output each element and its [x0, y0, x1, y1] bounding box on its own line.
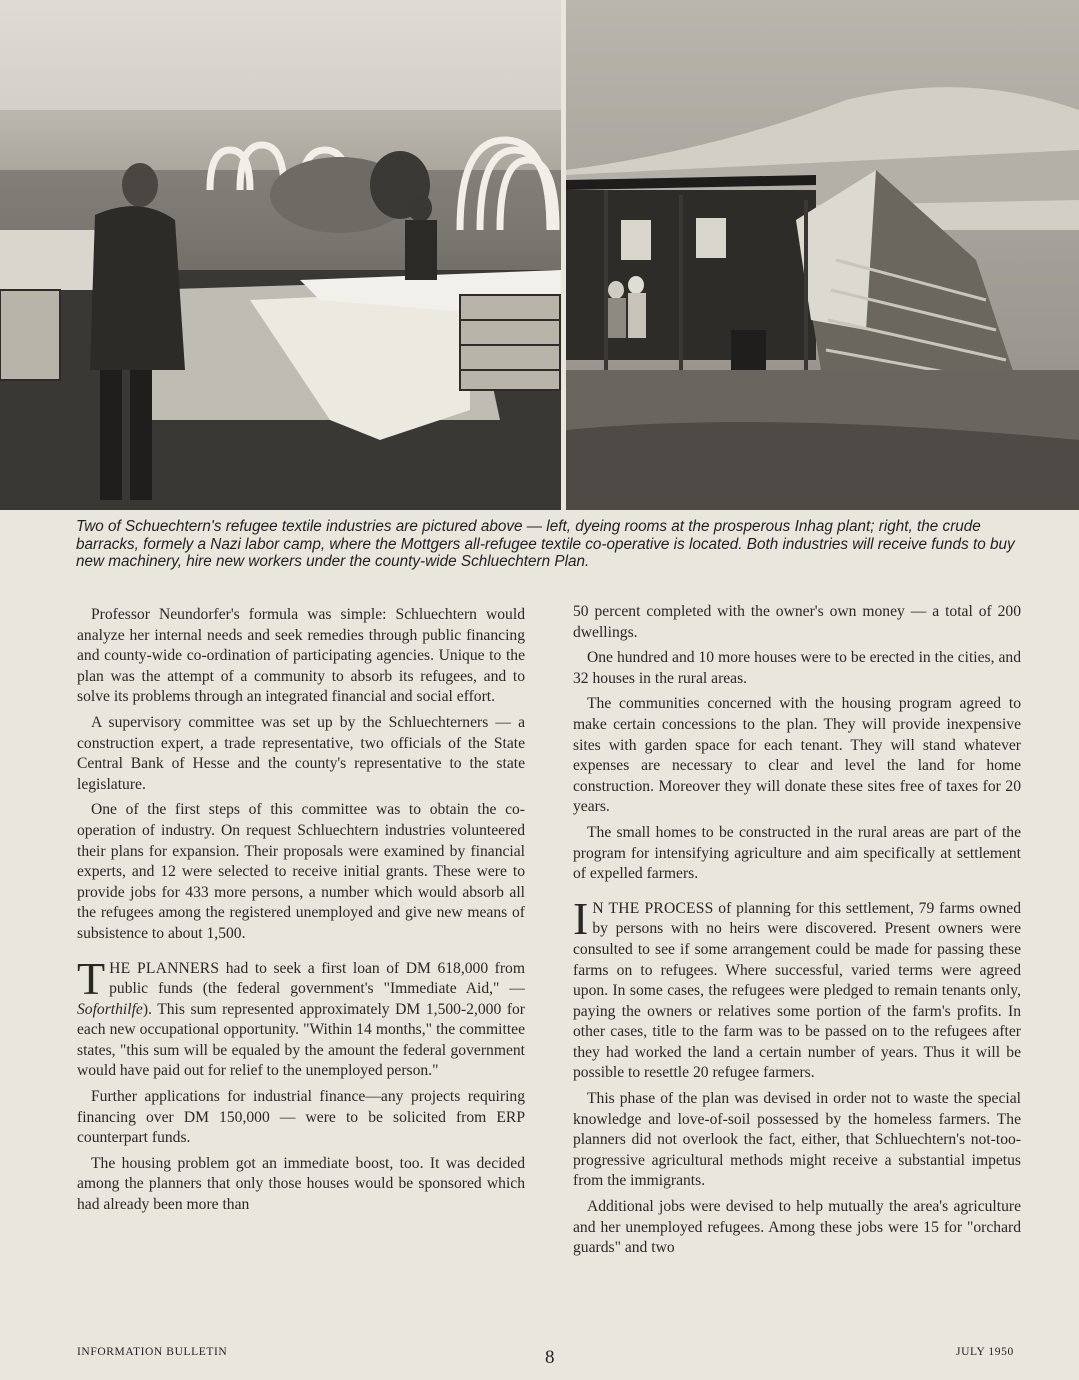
paragraph: Additional jobs were devised to help mutually the area's agriculture and her unemployed refugees. Among these jobs were 15 for "orchard guards" and two [573, 1198, 1021, 1257]
paragraph: The housing problem got an immediate boost, too. It was decided among the planners that only those houses would be sponsored which had already been more than [77, 1154, 525, 1214]
lead-in: HE PLANNERS [109, 959, 220, 977]
italic-term: Soforthilfe [77, 1000, 143, 1018]
dyeing-room-illustration [0, 0, 561, 510]
paragraph: Professor Neundorfer's formula was simple: Schluechtern would analyze her internal needs and seek remedies through public financing and county-wide co-ordination of participating agencies. Unique to the plan was the attempt of a community to absorb its refugees, and to solve its problems through an integrated financial and social effort. [77, 606, 525, 706]
publication-name: INFORMATION BULLETIN [77, 1346, 228, 1358]
dropcap-letter: T [77, 952, 106, 1004]
barracks-illustration [566, 0, 1079, 510]
left-column [77, 605, 525, 1221]
paragraph: The small homes to be constructed in the rural areas are part of the program for intensifying agriculture and aim specifically at settlement of expelled farmers. [573, 823, 1021, 883]
right-column [573, 602, 1021, 1264]
issue-date: JULY 1950 [956, 1346, 1014, 1358]
paragraph: One hundred and 10 more houses were to be erected in the cities, and 32 houses in the rural areas. [573, 649, 1021, 687]
text-run: ). This sum represented approximately DM 1,500-2,000 for each new occupational opportunity. "Within 14 months," the committee states, "this sum will be equaled by the amount the federal government would have paid out for relief to the unemployed person." [77, 1000, 525, 1080]
lead-in: N THE PROCESS [592, 899, 714, 917]
page-number: 8 [545, 1347, 556, 1368]
paragraph: A supervisory committee was set up by the Schluechterners — a construction expert, a trade representative, two officials of the State Central Bank of Hesse and the county's representative to the state legislature. [77, 713, 525, 793]
photo-dyeing-room [0, 0, 561, 510]
photo-barracks [566, 0, 1079, 510]
paragraph: This phase of the plan was devised in order not to waste the special knowledge and love-of-soil possessed by the homeless farmers. The planners did not overlook the fact, either, that Schluechtern's not-too-progressive agricultural methods might receive a substantial impetus from the immigrants. [573, 1090, 1021, 1190]
paragraph-dropcap [573, 892, 1022, 1084]
photo-caption: Two of Schuechtern's refugee textile industries are pictured above — left, dyeing rooms at the prosperous Inhag plant; right, the crude barracks, formely a Nazi labor camp, where the Mottgers all-refugee textile co-operative is located. Both industries will receive funds to buy new machinery, hire new workers under the county-wide Schluechtern Plan. [76, 518, 1015, 571]
paragraph: One of the first steps of this committee was to obtain the co-operation of industry. On request Schluechtern industries volunteered their plans for expansion. Their proposals were examined by financial experts, and 12 were selected to receive initial grants. These were to provide jobs for 433 more persons, a number which would absorb all the refugees among the registered unemployed and give new means of subsistence to about 1,500. [77, 801, 525, 942]
text-run: had to seek a first loan of DM 618,000 from public funds (the federal government's "Immediate Aid," — [109, 959, 525, 998]
paragraph: 50 percent completed with the owner's own money — a total of 200 dwellings. [573, 603, 1021, 641]
dropcap-letter: I [573, 892, 589, 944]
paragraph: Further applications for industrial finance—any projects requiring financing over DM 150,000 — were to be solicited from ERP counterpart funds. [77, 1088, 525, 1147]
paragraph-dropcap [77, 952, 525, 1083]
text-run: of planning for this settlement, 79 farms owned by persons with no heirs were discovered. Present owners were consulted to see if some arrangement could be made for passing these farms on to refugees. Where successful, varied terms were agreed upon. In some cases, the refugees were pledged to remain tenants only, paying the owners or relatives some portion of the farm's profits. In other cases, title to the farm was to be passed on to the refugees after they had worked the land a certain number of years. Thus it will be possible to resettle 20 refugee farmers. [573, 899, 1022, 1082]
paragraph: The communities concerned with the housing program agreed to make certain concessions to the plan. They will provide inexpensive sites with garden space for each tenant. They will stand whatever expenses are necessary to clear and level the land for home construction. Moreover they will donate these sites free of taxes for 20 years. [573, 695, 1021, 816]
